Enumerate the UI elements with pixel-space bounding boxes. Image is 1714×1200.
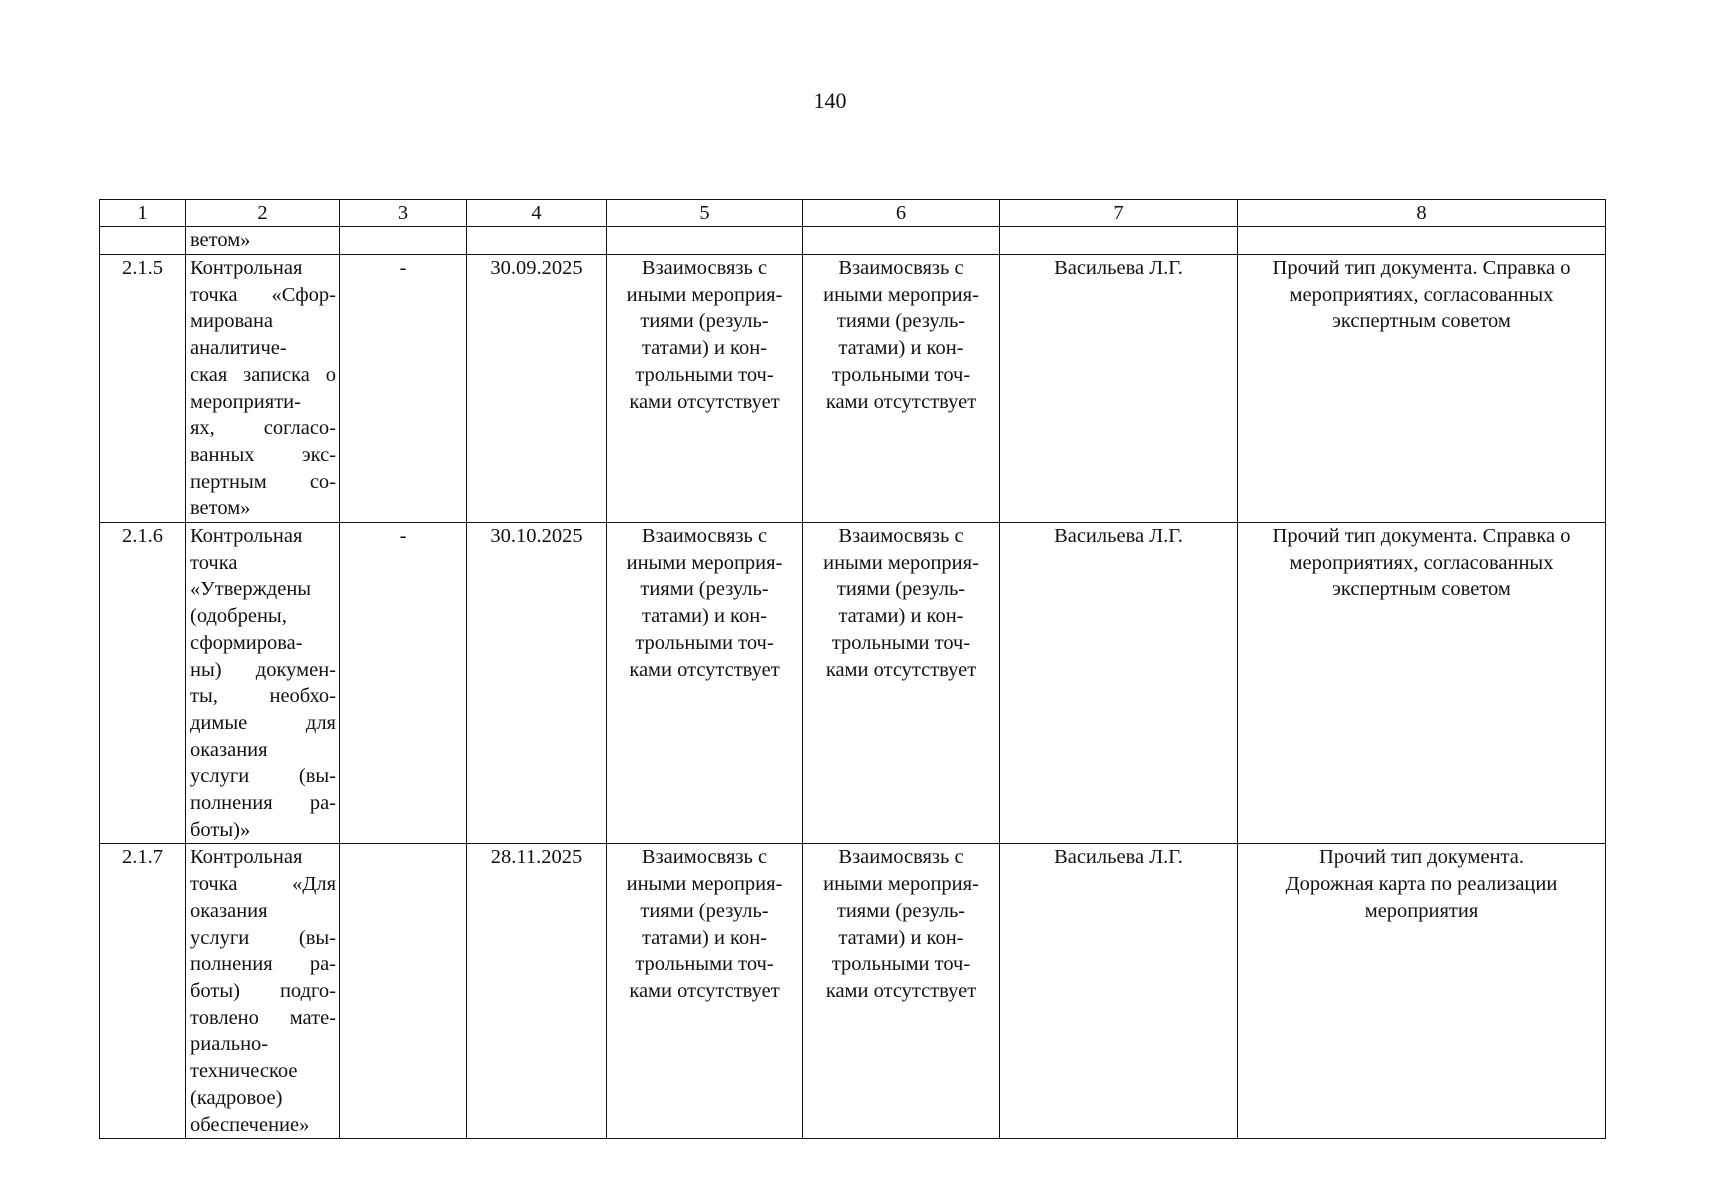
table-row	[100, 844, 1606, 1139]
cell-col6-line: тиями (резуль-	[836, 899, 966, 922]
cell-name-line: оказания	[190, 738, 268, 761]
cell-name-line: обеспечение»	[190, 1113, 310, 1136]
cell-col5	[607, 844, 803, 1139]
cell-name-line: оказания	[190, 899, 268, 922]
cell-name	[186, 523, 340, 844]
cell-col5-line: татами) и кон-	[641, 337, 768, 360]
cell-col6-line: тиями (резуль-	[836, 578, 966, 601]
cell-col5	[607, 255, 803, 523]
cell-col6-line: иными мероприя-	[823, 873, 979, 896]
cell-responsible: Васильева Л.Г.	[1000, 844, 1238, 1139]
cell-col6-line: татами) и кон-	[838, 337, 964, 360]
cell-name-line: ях, согласо-	[190, 417, 336, 440]
cell-col6-line: трольными точ-	[831, 631, 971, 654]
cell-name	[186, 255, 340, 523]
cell-col6-line: татами) и кон-	[838, 605, 964, 628]
cell-col5-line: трольными точ-	[635, 363, 774, 386]
cell-col5-line: трольными точ-	[635, 631, 774, 654]
cell-col6-line: иными мероприя-	[823, 283, 979, 306]
cell-responsible: Васильева Л.Г.	[1000, 523, 1238, 844]
cell-name-line: точка «Для	[190, 873, 336, 896]
cell-name-line: ты, необхо-	[190, 685, 336, 708]
cell-name-line: ветом»	[190, 497, 251, 520]
cell-document-line: Дорожная карта по реализации	[1285, 873, 1558, 896]
header-col-8: 8	[1238, 200, 1606, 227]
cell-name-line: ванных экс-	[190, 443, 336, 466]
cell-name-line: (кадровое)	[190, 1086, 283, 1109]
table-container	[99, 199, 1605, 1139]
cell-col3: -	[340, 523, 467, 844]
cell-name-line: пертным со-	[190, 470, 336, 493]
cell-col5-line: ками отсутствует	[629, 658, 780, 681]
cell-col5-line: татами) и кон-	[641, 926, 768, 949]
header-row	[100, 200, 1606, 227]
cell-document-line: Прочий тип документа. Справка о	[1272, 525, 1571, 548]
header-col-4: 4	[467, 200, 607, 227]
cell-col6-line: иными мероприя-	[823, 551, 979, 574]
cell-name-line: техническое	[190, 1060, 298, 1083]
cell-col5	[607, 523, 803, 844]
cell-col5-line: Взаимосвязь с	[641, 257, 768, 279]
cell-name-line: риально-	[190, 1033, 269, 1056]
cell-name	[186, 844, 340, 1139]
cell-name: ветом»	[186, 227, 340, 255]
events-table	[99, 199, 1606, 1139]
cell-col5-line: тиями (резуль-	[640, 578, 769, 601]
header-col-1: 1	[100, 200, 186, 227]
cell-col6-line: трольными точ-	[831, 953, 971, 976]
cell-num: 2.1.5	[100, 255, 186, 523]
cell-col3: -	[340, 255, 467, 523]
cell-col5-line: трольными точ-	[635, 953, 774, 976]
cell-name-line: мероприяти-	[190, 390, 301, 413]
cell-col6-line: ками отсутствует	[825, 979, 977, 1002]
header-col-2: 2	[186, 200, 340, 227]
cell-col6-line: Взаимосвязь с	[838, 846, 964, 869]
cell-document-line: экспертным советом	[1332, 578, 1511, 601]
cell-document	[1238, 227, 1606, 255]
cell-document-line: мероприятиях, согласованных	[1289, 283, 1554, 306]
header-col-5: 5	[607, 200, 803, 227]
cell-name-line: аналитиче-	[190, 337, 287, 360]
table-row	[100, 523, 1606, 844]
cell-col6-line: ками отсутствует	[825, 658, 977, 681]
cell-num	[100, 227, 186, 255]
cell-col3	[340, 227, 467, 255]
cell-name-line: Контрольная	[190, 257, 303, 279]
cell-col5-line: ками отсутствует	[629, 390, 780, 413]
cell-name-line: димые для	[190, 711, 336, 734]
cell-document-line: мероприятия	[1364, 899, 1479, 922]
cell-col5-line: Взаимосвязь с	[641, 846, 768, 869]
cell-date	[467, 227, 607, 255]
cell-name-line: услуги (вы-	[190, 926, 336, 949]
cell-col6-line: татами) и кон-	[838, 926, 964, 949]
cell-document	[1238, 844, 1606, 1139]
cell-date: 30.10.2025	[467, 523, 607, 844]
cell-document	[1238, 523, 1606, 844]
header-col-3: 3	[340, 200, 467, 227]
continuation-row	[100, 227, 1606, 255]
cell-col3	[340, 844, 467, 1139]
cell-col5-line: Взаимосвязь с	[641, 525, 768, 548]
cell-name-line: точка «Сфор-	[190, 283, 336, 306]
cell-col5-line: тиями (резуль-	[640, 899, 769, 922]
cell-col5-line: ками отсутствует	[629, 979, 780, 1002]
cell-date: 28.11.2025	[467, 844, 607, 1139]
cell-col5-line: иными мероприя-	[626, 551, 783, 574]
header-col-7: 7	[1000, 200, 1238, 227]
cell-name-line: «Утверждены	[190, 578, 312, 601]
cell-name-line: услуги (вы-	[190, 765, 336, 788]
cell-col5-line: иными мероприя-	[626, 283, 783, 306]
cell-name-line: мирована	[190, 310, 274, 333]
cell-col6-line: Взаимосвязь с	[838, 257, 964, 279]
cell-col6	[803, 255, 1000, 523]
cell-col5	[607, 227, 803, 255]
cell-name-line: Контрольная	[190, 846, 303, 869]
cell-name-line: Контрольная	[190, 525, 303, 548]
page-number: 140	[813, 88, 847, 113]
cell-col6-line: ками отсутствует	[825, 390, 977, 413]
cell-col5-line: татами) и кон-	[641, 605, 768, 628]
cell-document-line: экспертным советом	[1332, 310, 1511, 333]
table-row	[100, 255, 1606, 523]
cell-name-line: товлено мате-	[190, 1006, 336, 1029]
cell-document-line: мероприятиях, согласованных	[1289, 551, 1554, 574]
cell-name-line: сформирова-	[190, 631, 303, 654]
cell-name-line: полнения ра-	[190, 953, 336, 976]
cell-responsible	[1000, 227, 1238, 255]
cell-col6-line: тиями (резуль-	[836, 310, 966, 333]
cell-name-line: (одобрены,	[190, 605, 287, 628]
cell-col6	[803, 227, 1000, 255]
cell-col6-line: Взаимосвязь с	[838, 525, 964, 548]
cell-col5-line: иными мероприя-	[626, 873, 783, 896]
cell-name-line: ны) докумен-	[190, 658, 336, 681]
cell-col6	[803, 523, 1000, 844]
cell-num: 2.1.7	[100, 844, 186, 1139]
header-col-6: 6	[803, 200, 1000, 227]
cell-col6	[803, 844, 1000, 1139]
cell-date: 30.09.2025	[467, 255, 607, 523]
cell-name-line: боты) подго-	[190, 979, 336, 1002]
cell-num: 2.1.6	[100, 523, 186, 844]
cell-document-line: Прочий тип документа. Справка о	[1272, 257, 1571, 279]
cell-name-line: ская записка о	[190, 363, 336, 386]
cell-name-line: боты)»	[190, 818, 251, 841]
cell-name-line: точка	[190, 551, 238, 574]
cell-document	[1238, 255, 1606, 523]
cell-responsible: Васильева Л.Г.	[1000, 255, 1238, 523]
cell-document-line: Прочий тип документа.	[1319, 846, 1524, 869]
cell-col6-line: трольными точ-	[831, 363, 971, 386]
cell-name-line: полнения ра-	[190, 792, 336, 815]
cell-col5-line: тиями (резуль-	[640, 310, 769, 333]
